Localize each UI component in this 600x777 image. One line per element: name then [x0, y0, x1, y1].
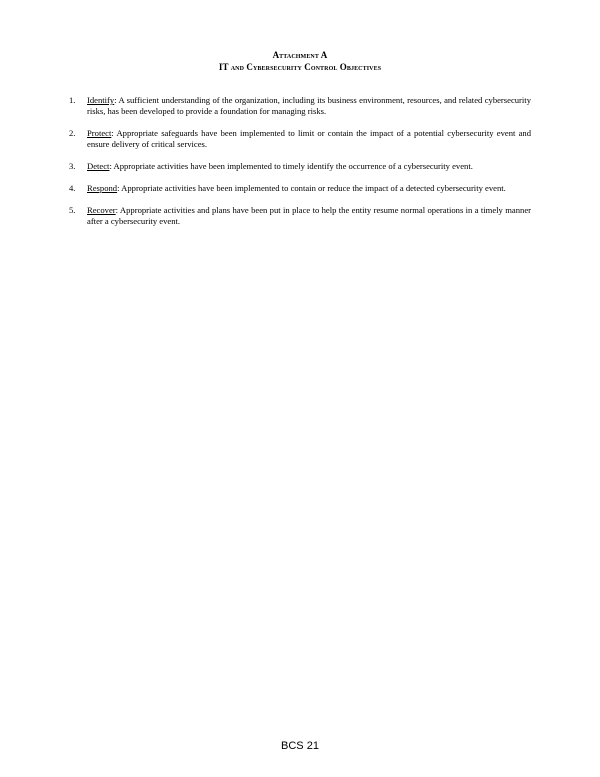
objective-text: : Appropriate activities have been implemented to contain or reduce the impact of a detected cybersecurity event. [117, 183, 506, 193]
attachment-label: Attachment A [272, 50, 328, 60]
objective-number: 5. [69, 205, 76, 215]
objective-text: : Appropriate activities have been implemented to timely identify the occurrence of a cybersecurity event. [109, 161, 473, 171]
objective-number: 3. [69, 161, 76, 171]
objective-text: : Appropriate activities and plans have been put in place to help the entity resume normal operations in a timely manner after a cybersecurity event. [87, 205, 531, 226]
objective-body [87, 95, 531, 117]
attachment-header [0, 49, 600, 73]
objective-term: Respond [87, 183, 118, 193]
objective-body [87, 128, 531, 150]
attachment-title: IT and Cybersecurity Control Objectives [218, 62, 382, 72]
objective-body [87, 205, 531, 227]
objective-text: : A sufficient understanding of the organization, including its business environment, resources, and related cybersecurity risks, has been developed to provide a foundation for managing risks. [87, 95, 531, 116]
objectives-list [69, 95, 531, 238]
objective-item-detect [69, 161, 531, 172]
objective-text: : Appropriate safeguards have been implemented to limit or contain the impact of a potential cybersecurity event and ensure delivery of critical services. [87, 128, 531, 149]
objective-term: Protect [87, 128, 112, 138]
objective-item-identify [69, 95, 531, 117]
objective-number: 2. [69, 128, 76, 138]
page-number-footer: BCS 21 [281, 740, 319, 752]
objective-item-protect [69, 128, 531, 150]
objective-item-respond [69, 183, 531, 194]
objective-number: 4. [69, 183, 76, 193]
objective-term: Detect [87, 161, 110, 171]
objective-item-recover [69, 205, 531, 227]
objective-term: Identify [87, 95, 115, 105]
objective-term: Recover [87, 205, 116, 215]
objective-number: 1. [69, 95, 76, 105]
objective-body [87, 183, 531, 194]
objective-body [87, 161, 531, 172]
